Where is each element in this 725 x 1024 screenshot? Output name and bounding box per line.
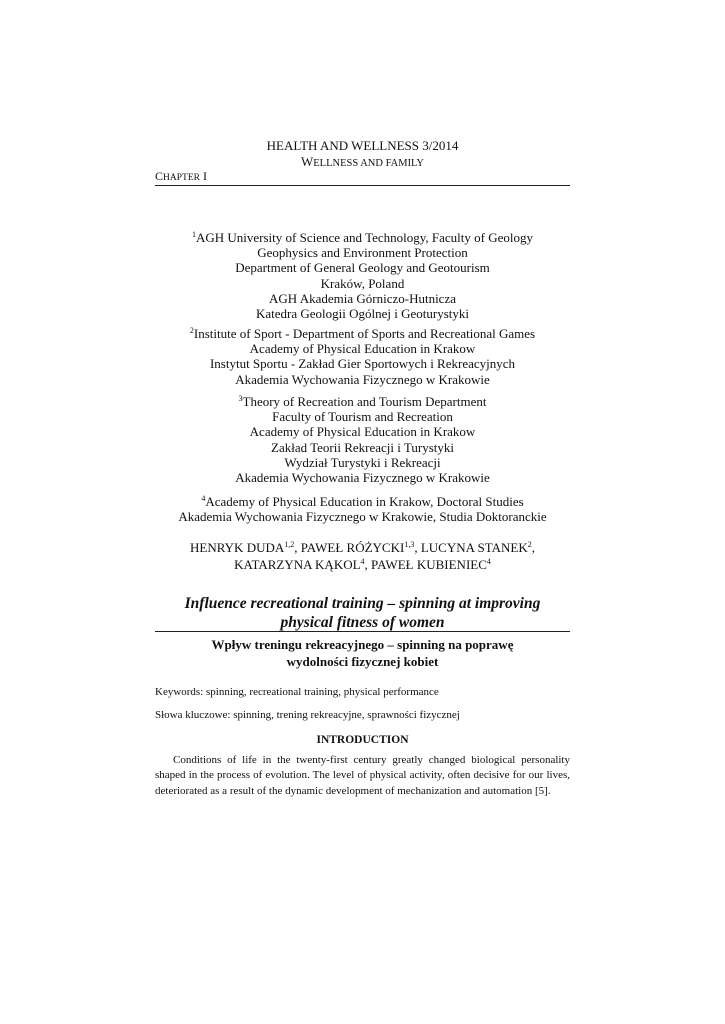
journal-title: HEALTH AND WELLNESS 3/2014 [266, 138, 459, 153]
superscript-marker: 1 [191, 230, 196, 239]
keywords: Keywords: spinning, recreational training, physical performance [155, 686, 439, 698]
author-list: HENRYK DUDA$^{1,2}$, PAWEŁ RÓŻYCKI$^{1,3}$, LUCYNA STANEK$^2$, KATARZYNA KĄKOL$^4$, PAWEŁ KUBIENIEC$^4$ [190, 540, 535, 572]
author-name: LUCYNA STANEK [420, 540, 528, 555]
superscript-marker: 4 [486, 557, 491, 566]
paper-title-polish: Wpływ treningu rekreacyjnego – spinning na poprawę wydolności fizycznej kobiet [211, 637, 514, 669]
paper-title: Influence recreational training – spinning at improving physical fitness of women [184, 595, 541, 631]
title-rule [155, 631, 570, 632]
superscript-marker: 2 [527, 540, 532, 549]
journal-section: WELLNESS AND FAMILY [300, 154, 425, 169]
affiliation-4: $^4$Academy of Physical Education in Krakow, Doctoral Studies Akademia Wychowania Fizycznego w Krakowie, Studia Doktoranckie [178, 494, 547, 525]
superscript-marker: 1,2 [284, 540, 295, 549]
affiliation-1: $^1$AGH University of Science and Technology, Faculty of Geology Geophysics and Environment Protection Department of General Geology and Geotourism Kraków, Poland AGH Akademia Górniczo-Hutnicza Katedra Geologii Ogólnej i Geoturystyki [191, 230, 534, 322]
paragraph: Conditions of life in the twenty-first century greatly changed biological personality shaped in the process of evolution. The level of physical activity, often decisive for our lives, deteriorated as a result of the dynamic development of mechanization and automation [5]. [155, 754, 570, 797]
header-rule [155, 185, 570, 186]
affiliation-3: $^3$Theory of Recreation and Tourism Department Faculty of Tourism and Recreation Academy of Physical Education in Krakow Zakład Teorii Rekreacji i Turystyki Wydział Turystyki i Rekreacji Akademia Wychowania Fizycznego w Krakowie [235, 394, 490, 486]
introduction-body [155, 753, 570, 799]
superscript-marker: 4 [360, 557, 365, 566]
superscript-marker: 2 [189, 326, 194, 335]
keywords-polish: Słowa kluczowe: spinning, trening rekreacyjne, sprawności fizycznej [155, 709, 460, 721]
journal-header [155, 138, 570, 172]
chapter-label: CHAPTER I [155, 169, 207, 183]
section-heading: INTRODUCTION [316, 734, 409, 746]
author-name: HENRYK DUDA [190, 540, 285, 555]
superscript-marker: 3 [238, 394, 243, 403]
superscript-marker: 1,3 [404, 540, 415, 549]
author-name: PAWEŁ KUBIENIEC [371, 557, 487, 572]
affiliation-2: $^2$Institute of Sport - Department of Sports and Recreational Games Academy of Physical Education in Krakow Instytut Sportu - Zakład Gier Sportowych i Rekreacyjnych Akademia Wychowania Fizycznego w Krakowie [189, 326, 536, 387]
author-name: KATARZYNA KĄKOL [234, 557, 361, 572]
superscript-marker: 4 [201, 494, 206, 503]
author-name: PAWEŁ RÓŻYCKI [300, 540, 405, 555]
